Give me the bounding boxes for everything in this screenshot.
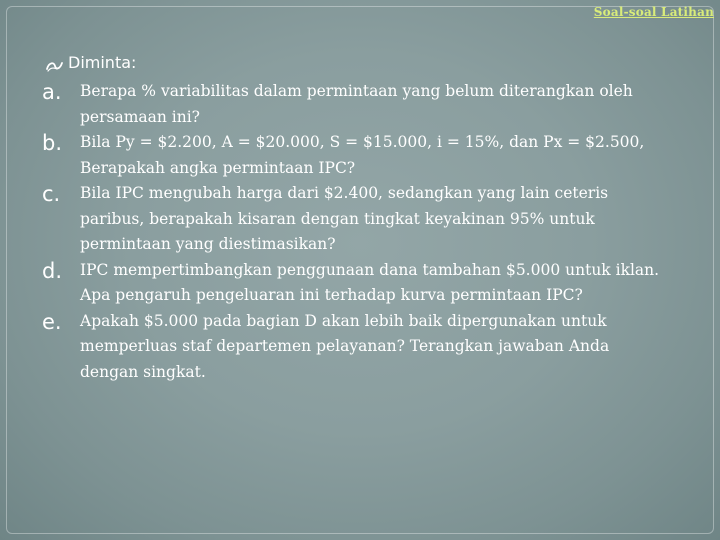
list-item (42, 309, 682, 386)
list-item-text: Apakah $5.000 pada bagian D akan lebih baik dipergunakan untuk memperluas staf departemen pelayanan? Terangkan jawaban Anda dengan singkat. (80, 311, 610, 381)
list-marker: b. (42, 131, 63, 155)
soal-latihan-link[interactable]: Soal-soal Latihan (593, 5, 714, 19)
list-item-text: Berapa % variabilitas dalam permintaan yang belum diterangkan oleh persamaan ini? (80, 82, 633, 126)
list-item-text: IPC mempertimbangkan penggunaan dana tambahan $5.000 untuk iklan. Apa pengaruh pengeluaran ini terhadap kurva permintaan IPC? (80, 260, 660, 304)
list-item-text: Bila IPC mengubah harga dari $2.400, sedangkan yang lain ceteris paribus, berapakah kisaran dengan tingkat keyakinan 95% untuk permintaan yang diestimasikan? (80, 184, 609, 253)
list-item (42, 130, 682, 181)
list-item (42, 181, 682, 258)
heading-row (46, 53, 136, 72)
list-marker: c. (42, 182, 61, 206)
list-marker: e. (42, 309, 62, 334)
list-item (42, 258, 682, 309)
list-item (42, 79, 682, 130)
curl-bullet-icon (46, 57, 63, 69)
question-list (42, 79, 682, 385)
list-marker: d. (42, 258, 63, 283)
list-marker: a. (42, 80, 62, 104)
heading-diminta: Diminta: (68, 53, 137, 72)
list-item-text: Bila Py = $2.200, A = $20.000, S = $15.000, i = 15%, dan Px = $2.500, Berapakah angka permintaan IPC? (80, 133, 645, 177)
